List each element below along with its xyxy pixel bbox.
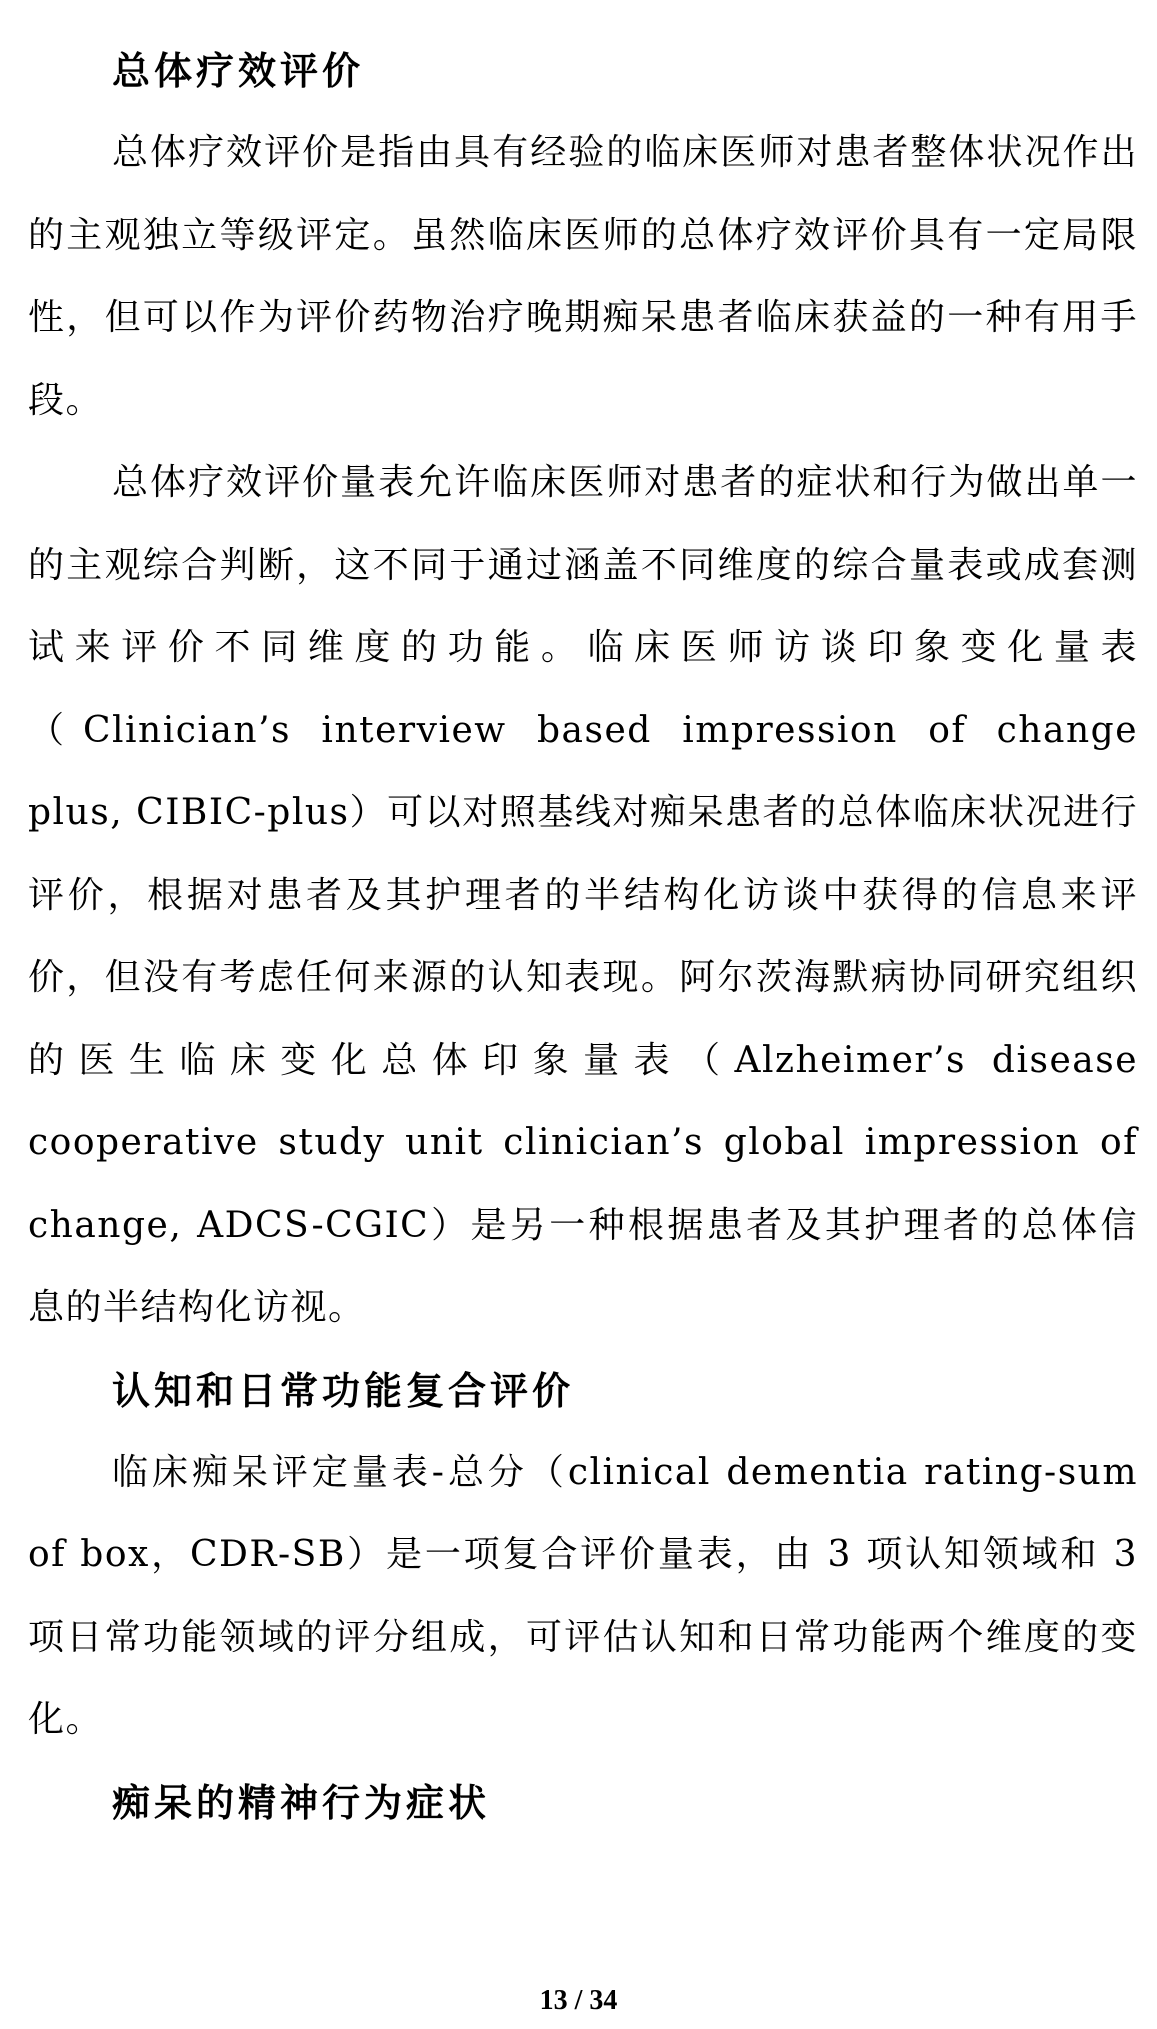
- section-heading: 总体疗效评价: [112, 49, 365, 93]
- section-heading: 痴呆的精神行为症状: [112, 1780, 491, 1825]
- section-heading: 认知和日常功能复合评价: [112, 1368, 575, 1413]
- paragraph: 临床痴呆评定量表-总分（clinical dementia rating-sum of box，CDR-SB）是一项复合评价量表，由 3 项认知领域和 3 项日常功能领域的评分组成，可评估认知和日常功能两个维度的变化。: [28, 1451, 1138, 1740]
- page-number: 13 / 34: [539, 1985, 618, 2016]
- paragraph: 总体疗效评价量表允许临床医师对患者的症状和行为做出单一的主观综合判断，这不同于通过涵盖不同维度的综合量表或成套测试来评价不同维度的功能。临床医师访谈印象变化量表（Clinician’s interview based impression of change plus, CIBIC-plus）可以对照基线对痴呆患者的总体临床状况进行评价，根据对患者及其护理者的半结构化访谈中获得的信息来评价，但没有考虑任何来源的认知表现。阿尔茨海默病协同研究组织的医生临床变化总体印象量表（Alzheimer’s disease cooperative study unit clinician’s global impression of change, ADCS-CGIC）是另一种根据患者及其护理者的总体信息的半结构化访视。: [28, 462, 1138, 1328]
- paragraph: 总体疗效评价是指由具有经验的临床医师对患者整体状况作出的主观独立等级评定。虽然临床医师的总体疗效评价具有一定局限性，但可以作为评价药物治疗晚期痴呆患者临床获益的一种有用手段。: [28, 132, 1138, 421]
- document-page: [28, 30, 1138, 1844]
